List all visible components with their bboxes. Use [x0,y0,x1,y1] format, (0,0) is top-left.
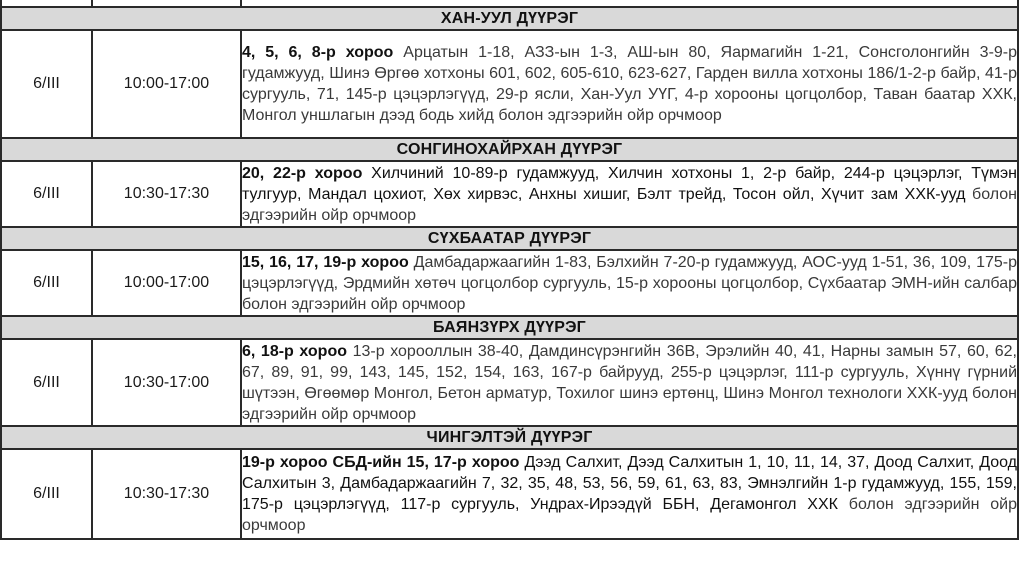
time-cell: 10:30-17:00 [92,339,241,426]
schedule-row [1,449,1018,539]
schedule-row [1,161,1018,227]
district-header [1,227,1018,250]
time-cell: 10:30-17:30 [92,161,241,227]
district-name: БАЯНЗҮРХ ДҮҮРЭГ [1,316,1018,339]
date-cell: 6/III [1,30,92,138]
district-name: СОНГИНОХАЙРХАН ДҮҮРЭГ [1,138,1018,161]
district-header [1,138,1018,161]
district-header [1,426,1018,449]
district-header [1,7,1018,30]
district-name: ХАН-УУЛ ДҮҮРЭГ [1,7,1018,30]
location-names: Дээд Салхит, Дээд Салхитын 1, 10, 11, 14, 37, Доод Салхит, Доод Салхитын 3, Дамбадаржаагийн 7, 32, 35, 48, 53, 56, 59, 61, 63, 83, Эмнэлгийн 1-р гудамжууд, 155, 159, 175-р цэцэрлэгүүд, 117-р сургууль, Ундрах-Ирээдүй ББН, Дегамонгол ХХК [242,454,1017,513]
date-cell: 6/III [1,161,92,227]
location-text: болон эдгээрийн ойр орчмоор [242,185,1017,224]
location-cell [241,250,1018,316]
date-cell: 6/III [1,250,92,316]
district-name: СҮХБААТАР ДҮҮРЭГ [1,227,1018,250]
district-header [1,316,1018,339]
location-text: болон эдгээрийн ойр орчмоор [242,496,1017,534]
khoroo-label: 20, 22-р хороо [242,164,363,182]
schedule-row [1,30,1018,138]
time-cell: 10:30-17:30 [92,449,241,539]
time-cell: 10:00-17:00 [92,250,241,316]
location-cell [241,449,1018,539]
schedule-row [1,339,1018,426]
location-cell [241,161,1018,227]
schedule-row [1,250,1018,316]
cut-off-row [1,0,1018,7]
khoroo-label: 19-р хороо СБД-ийн 15, 17-р хороо [242,454,520,471]
date-cell: 6/III [1,339,92,426]
location-cell [241,30,1018,138]
location-text: Дамбадаржаагийн 1-83, Бэлхийн 7-20-р гудамжууд, АОС-ууд 1-51, 36, 109, 175-р цэцэрлэгүүд, Эрдмийн хөтөч цогцолбор сургууль, 15-р хорооны цогцолбор, Сүхбаатар ЭМН-ийн салбар болон эдгээрийн ойр орчмоор [242,253,1017,313]
district-name: ЧИНГЭЛТЭЙ ДҮҮРЭГ [1,426,1018,449]
time-cell: 10:00-17:00 [92,30,241,138]
khoroo-label: 15, 16, 17, 19-р хороо [242,253,409,271]
location-names: Хилчиний 10-89-р гудамжууд, Хилчин хотхоны 1, 2-р байр, 244-р цэцэрлэг, Түмэн тулгуур, Мандал цохиот, Хөх хирвэс, Анхны хишиг, Бэлт трейд, Тосон ойл, Хүчит зам ХХК-ууд [242,164,1018,203]
location-cell [241,339,1018,426]
location-text: 13-р хорооллын 38-40, Дамдинсүрэнгийн 36В, Эрэлийн 40, 41, Нарны замын 57, 60, 62, 67, 89, 91, 99, 143, 145, 152, 154, 163, 167-р байрууд, 255-р цэцэрлэг, 111-р сургууль, Хүннү гүрний шүтээн, Өгөөмөр Монгол, Бетон арматур, Тохилог шинэ ертөнц, Шинэ Монгол технологи ХХК-ууд болон эдгээрийн ойр орчмоор [242,342,1018,423]
date-cell: 6/III [1,449,92,539]
khoroo-label: 4, 5, 6, 8-р хороо [242,44,394,61]
location-text: Арцатын 1-18, АЗЗ-ын 1-3, АШ-ын 80, Яармагийн 1-21, Сонсголонгийн 3-9-р гудамжууд, Шинэ Өргөө хотхоны 601, 602, 605-610, 623-627, Гарден вилла хотхоны 186/1-2-р байр, 41-р сургууль, 71, 145-р цэцэрлэгүүд, 29-р ясли, Хан-Уул УҮГ, 4-р хорооны цогцолбор, Таван баатар ХХК, Монгол уншлагын дээд бодь хийд болон эдгээрийн ойр орчмоор [242,44,1018,124]
khoroo-label: 6, 18-р хороо [242,342,348,360]
